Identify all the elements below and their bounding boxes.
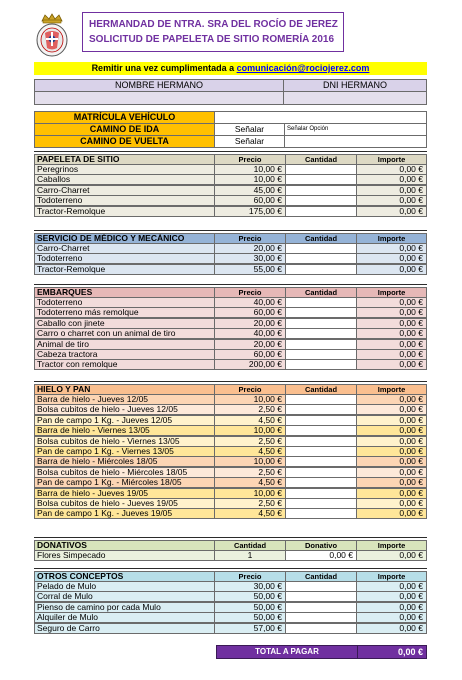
row-quantity-input[interactable] <box>285 404 357 415</box>
member-name-label: NOMBRE HERMANO <box>34 79 284 92</box>
row-price: 200,00 € <box>214 359 286 370</box>
row-quantity-input[interactable] <box>285 328 357 339</box>
total-value: 0,00 € <box>357 645 427 659</box>
row-label: Pan de campo 1 Kg. - Miércoles 18/05 <box>34 477 215 488</box>
row-price: 40,00 € <box>214 328 286 339</box>
row-quantity-input[interactable] <box>285 253 357 264</box>
row-total: 0,00 € <box>356 488 427 499</box>
row-price: 20,00 € <box>214 339 286 350</box>
row-price: 60,00 € <box>214 349 286 360</box>
row-label: Flores Simpecado <box>34 550 215 561</box>
section-divider <box>34 537 427 538</box>
row-total: 0,00 € <box>356 477 427 488</box>
row-label: Barra de hielo - Jueves 19/05 <box>34 488 215 499</box>
row-total: 0,00 € <box>356 164 427 175</box>
brotherhood-crest-logo <box>34 12 70 58</box>
row-price: 1 <box>214 550 286 561</box>
row-quantity-input[interactable] <box>285 174 357 185</box>
row-label: Todoterreno <box>34 195 215 206</box>
row-price: 30,00 € <box>214 253 286 264</box>
col-header-3: Importe <box>356 233 427 244</box>
row-price: 60,00 € <box>214 307 286 318</box>
row-label: Caballos <box>34 174 215 185</box>
row-price: 50,00 € <box>214 591 286 602</box>
row-total: 0,00 € <box>356 612 427 623</box>
row-total: 0,00 € <box>356 623 427 634</box>
row-label: Carro o charret con un animal de tiro <box>34 328 215 339</box>
row-total: 0,00 € <box>356 581 427 592</box>
row-total: 0,00 € <box>356 185 427 196</box>
camino-ida-label: CAMINO DE IDA <box>34 123 215 136</box>
row-quantity-input[interactable]: 0,00 € <box>285 550 357 561</box>
camino-ida-select[interactable]: Señalar <box>214 123 285 136</box>
row-total: 0,00 € <box>356 253 427 264</box>
row-label: Pan de campo 1 Kg. - Jueves 12/05 <box>34 415 215 426</box>
row-price: 45,00 € <box>214 185 286 196</box>
remit-text: Remitir una vez cumplimentada a <box>91 63 237 73</box>
row-price: 4,50 € <box>214 508 286 519</box>
col-header-1: Precio <box>214 384 286 395</box>
row-price: 20,00 € <box>214 243 286 254</box>
row-label: Tractor-Remolque <box>34 206 215 217</box>
row-price: 30,00 € <box>214 581 286 592</box>
title-line-1: HERMANDAD DE NTRA. SRA DEL ROCÍO DE JEREZ <box>89 19 338 30</box>
col-header-1: Precio <box>214 287 286 298</box>
col-header-1: Precio <box>214 154 286 165</box>
row-label: Carro-Charret <box>34 185 215 196</box>
row-label: Carro-Charret <box>34 243 215 254</box>
row-total: 0,00 € <box>356 602 427 613</box>
row-total: 0,00 € <box>356 404 427 415</box>
row-price: 10,00 € <box>214 488 286 499</box>
section-title: EMBARQUES <box>34 287 215 298</box>
row-total: 0,00 € <box>356 508 427 519</box>
row-total: 0,00 € <box>356 550 427 561</box>
section-title: PAPELETA DE SITIO <box>34 154 215 165</box>
row-total: 0,00 € <box>356 394 427 405</box>
row-label: Todoterreno <box>34 253 215 264</box>
row-total: 0,00 € <box>356 307 427 318</box>
row-label: Bolsa cubitos de hielo - Miércoles 18/05 <box>34 467 215 478</box>
row-label: Barra de hielo - Miércoles 18/05 <box>34 456 215 467</box>
row-price: 175,00 € <box>214 206 286 217</box>
row-label: Pan de campo 1 Kg. - Jueves 19/05 <box>34 508 215 519</box>
row-label: Pienso de camino por cada Mulo <box>34 602 215 613</box>
section-divider <box>34 230 427 231</box>
row-label: Todoterreno más remolque <box>34 307 215 318</box>
camino-vuelta-label: CAMINO DE VUELTA <box>34 135 215 148</box>
row-label: Tractor con remolque <box>34 359 215 370</box>
row-price: 10,00 € <box>214 164 286 175</box>
row-price: 50,00 € <box>214 602 286 613</box>
row-total: 0,00 € <box>356 206 427 217</box>
col-header-2: Cantidad <box>285 571 357 582</box>
row-total: 0,00 € <box>356 425 427 436</box>
col-header-2: Cantidad <box>285 384 357 395</box>
row-total: 0,00 € <box>356 415 427 426</box>
matricula-label: MATRÍCULA VEHÍCULO <box>34 111 215 124</box>
row-quantity-input[interactable] <box>285 612 357 623</box>
section-title: SERVICIO DE MÉDICO Y MECÁNICO <box>34 233 215 244</box>
row-total: 0,00 € <box>356 174 427 185</box>
row-label: Bolsa cubitos de hielo - Jueves 19/05 <box>34 498 215 509</box>
col-header-1: Precio <box>214 233 286 244</box>
row-price: 2,50 € <box>214 467 286 478</box>
row-quantity-input[interactable] <box>285 425 357 436</box>
col-header-3: Importe <box>356 571 427 582</box>
row-label: Bolsa cubitos de hielo - Viernes 13/05 <box>34 436 215 447</box>
row-total: 0,00 € <box>356 349 427 360</box>
row-label: Alquiler de Mulo <box>34 612 215 623</box>
row-total: 0,00 € <box>356 339 427 350</box>
row-total: 0,00 € <box>356 264 427 275</box>
section-divider <box>34 284 427 285</box>
title-line-2: SOLICITUD DE PAPELETA DE SITIO ROMERÍA 2016 <box>89 34 335 45</box>
row-total: 0,00 € <box>356 591 427 602</box>
section-divider <box>34 381 427 382</box>
col-header-3: Importe <box>356 154 427 165</box>
row-price: 55,00 € <box>214 264 286 275</box>
row-quantity-input[interactable] <box>285 456 357 467</box>
row-price: 2,50 € <box>214 436 286 447</box>
row-total: 0,00 € <box>356 318 427 329</box>
col-header-2: Cantidad <box>285 154 357 165</box>
row-label: Seguro de Carro <box>34 623 215 634</box>
email-link[interactable]: comunicación@rociojerez.com <box>236 63 370 73</box>
row-price: 2,50 € <box>214 498 286 509</box>
row-total: 0,00 € <box>356 328 427 339</box>
member-dni-label: DNI HERMANO <box>283 79 427 92</box>
row-label: Cabeza tractora <box>34 349 215 360</box>
col-header-3: Importe <box>356 287 427 298</box>
camino-ida-option: Señalar Opción <box>284 123 427 136</box>
row-price: 4,50 € <box>214 446 286 457</box>
row-label: Tractor-Remolque <box>34 264 215 275</box>
row-label: Caballo con jinete <box>34 318 215 329</box>
row-label: Animal de tiro <box>34 339 215 350</box>
row-quantity-input[interactable] <box>285 591 357 602</box>
row-quantity-input[interactable] <box>285 264 357 275</box>
row-label: Pan de campo 1 Kg. - Viernes 13/05 <box>34 446 215 457</box>
row-price: 10,00 € <box>214 394 286 405</box>
col-header-1: Precio <box>214 571 286 582</box>
row-quantity-input[interactable] <box>285 195 357 206</box>
row-price: 57,00 € <box>214 623 286 634</box>
row-total: 0,00 € <box>356 436 427 447</box>
section-title: HIELO Y PAN <box>34 384 215 395</box>
row-total: 0,00 € <box>356 297 427 308</box>
row-label: Barra de hielo - Viernes 13/05 <box>34 425 215 436</box>
row-quantity-input[interactable] <box>285 508 357 519</box>
section-title: DONATIVOS <box>34 540 215 551</box>
row-total: 0,00 € <box>356 446 427 457</box>
col-header-2: Cantidad <box>285 233 357 244</box>
row-price: 2,50 € <box>214 404 286 415</box>
member-name-field[interactable] <box>34 91 284 105</box>
row-price: 4,50 € <box>214 477 286 488</box>
row-label: Peregrinos <box>34 164 215 175</box>
row-price: 60,00 € <box>214 195 286 206</box>
row-quantity-input[interactable] <box>285 359 357 370</box>
row-quantity-input[interactable] <box>285 477 357 488</box>
row-price: 10,00 € <box>214 456 286 467</box>
col-header-2: Donativo <box>285 540 357 551</box>
row-label: Bolsa cubitos de hielo - Jueves 12/05 <box>34 404 215 415</box>
section-title: OTROS CONCEPTOS <box>34 571 215 582</box>
total-label: TOTAL A PAGAR <box>216 645 358 659</box>
row-total: 0,00 € <box>356 456 427 467</box>
col-header-3: Importe <box>356 384 427 395</box>
row-price: 10,00 € <box>214 425 286 436</box>
row-price: 50,00 € <box>214 612 286 623</box>
section-divider <box>34 151 427 152</box>
row-quantity-input[interactable] <box>285 623 357 634</box>
row-price: 4,50 € <box>214 415 286 426</box>
row-label: Corral de Mulo <box>34 591 215 602</box>
row-price: 20,00 € <box>214 318 286 329</box>
remit-banner <box>34 62 427 75</box>
row-price: 10,00 € <box>214 174 286 185</box>
title-box <box>82 12 344 52</box>
row-price: 40,00 € <box>214 297 286 308</box>
row-label: Pelado de Mulo <box>34 581 215 592</box>
row-quantity-input[interactable] <box>285 206 357 217</box>
row-total: 0,00 € <box>356 467 427 478</box>
camino-vuelta-extra <box>284 135 427 148</box>
section-divider <box>34 568 427 569</box>
row-total: 0,00 € <box>356 359 427 370</box>
member-dni-field[interactable] <box>283 91 427 105</box>
col-header-3: Importe <box>356 540 427 551</box>
row-total: 0,00 € <box>356 243 427 254</box>
row-total: 0,00 € <box>356 498 427 509</box>
camino-vuelta-select[interactable]: Señalar <box>214 135 285 148</box>
col-header-2: Cantidad <box>285 287 357 298</box>
row-label: Todoterreno <box>34 297 215 308</box>
row-label: Barra de hielo - Jueves 12/05 <box>34 394 215 405</box>
row-total: 0,00 € <box>356 195 427 206</box>
row-quantity-input[interactable] <box>285 307 357 318</box>
col-header-1: Cantidad <box>214 540 286 551</box>
